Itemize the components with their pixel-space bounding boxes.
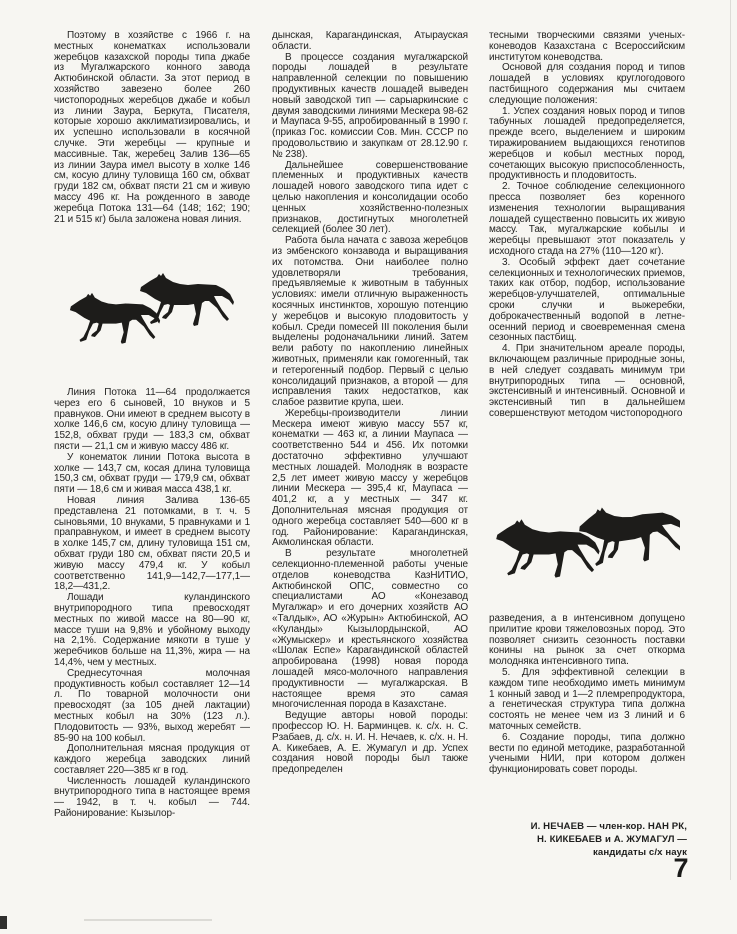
paragraph: 1. Успех создания новых пород и типов табунных лошадей предопределяется, прежде всего, выделением и широким тиражированием выдающихся генотипов жеребцов и кобыл местных пород, сочетающих высокую приспособленность, продуктивность и плодовитость. [489, 105, 685, 182]
author-byline [489, 820, 687, 859]
text-column-1-top [54, 31, 250, 261]
horses-illustration [492, 496, 680, 599]
byline-line: кандидаты с/х наук [593, 847, 687, 858]
scan-corner-mark [0, 916, 7, 929]
paragraph: У конематок линии Потока высота в холке — 143,7 см, косая длина туловища 150,3 см, обхват груди — 179,9 см, обхват пяти — 18,6 см и живая масса 438,1 кг. [54, 451, 250, 496]
paragraph: 4. При значительном ареале породы, включающем различные природные зоны, в ней следует создавать минимум три внутрипородных типа — основной, экстенсивный и интенсивный. Основной и экстенсивный тип в дальнейшем совершенствуют методом чистопородного [489, 343, 685, 419]
paragraph: 5. Для эффективной селекции в каждом типе необходимо иметь минимум 1 конный завод и 1—2 племрепродуктора, а генетическая структура типа должна состоять не менее чем из 3 линий и 6 маточных семейств. [489, 666, 685, 732]
paragraph: 6. Создание породы, типа должно вести по единой методике, разработанной учеными НИИ, при котором должен функционировать совет породы. [489, 731, 685, 776]
paragraph: В процессе создания мугалжарской породы лошадей в результате направленной селекции по повышению продуктивных качеств лошадей выведен новый заводской тип — сарыаркинские с двумя заводскими линиями Мескера 98-62 и Маупаса 9-55, апробированный в 1990 г. (приказ Гос. комиссии Сов. Мин. СССР по продовольствию и закупкам от 28.12.90 г. № 238). [272, 51, 468, 160]
paragraph: Численность лошадей куландинского внутрипородного типа в настоящее время — 1942, в т. ч. кобыл — 744. Районирование: Кызылор- [54, 775, 250, 820]
horses-illustration [66, 268, 241, 367]
paragraph: Среднесуточная молочная продуктивность кобыл составляет 12—14 л. По товарной молочности они превосходят (за 105 дней лактации) местных кобыл на 30% (123 л.). Плодовитость — 93%, выход жеребят — 85-90 на 100 кобыл. [54, 667, 250, 744]
paragraph: тесными творческими связями ученых-коневодов Казахстана с Всероссийским институтом коневодства. [489, 31, 685, 63]
page-number: 7 [673, 853, 689, 883]
paragraph: Жеребцы-производители линии Мескера имеют живую массу 557 кг, конематки — 463 кг, а линии Маупаса — соответственно 544 и 456. Их потомки достаточно эффективно улучшают местных лошадей. Молодняк в возрасте 2,5 лет имеет живую массу у жеребцов линии Мескера — 395,4 кг, Маупаса — 401,2 кг, а у местных — 347 кг. Дополнительная мясная продукция от одного жеребца составляет 540—600 кг в год. Районирование: Карагандинская, Акмолинская области. [272, 407, 468, 549]
paragraph: Поэтому в хозяйстве с 1966 г. на местных конематках использовали жеребцов казахской породы типа джабе из Мугалжарского конного завода Актюбинской области. За этот период в хозяйство завезено более 260 чистопородных жеребцов джабе и кобыл из линии Заура, Беркута, Писателя, которые хорошо акклиматизировались, и их успешно использовали в косячной случке. Эти жеребцы — крупные и массивные. Так, жеребец Залив 136—65 из линии Заура имел высоту в холке 146 см, косую длину туловища 160 см, обхват груди 182 см, обхват пясти 21 см и живую массу 496 кг. На рожденного в заводе жеребца Потока 131—64 (148; 162; 190; 21 и 515 кг) была заложена новая линия. [54, 31, 250, 225]
two-horses-image [66, 268, 241, 362]
two-horses-image [492, 496, 680, 594]
paragraph: дынская, Карагандинская, Атырауская области. [272, 31, 468, 52]
paragraph: разведения, а в интенсивном допущено прилитие крови тяжеловозных пород. Это позволяет снизить сезонность поставки конины на рынок за счет откорма молодняка интенсивного типа. [489, 614, 685, 668]
paragraph: Работа была начата с завоза жеребцов из эмбенского конзавода и выращивания их потомства. Они наиболее полно удовлетворяли требования, предъявляемые к животным в табунных условиях: имели отличную выраженность косячных инстинктов, хорошую потенцию у жеребцов и высокую плодовитость у кобыл. Среди помесей III поколения были выделены родоначальники линий. Затем вели работу по накоплению линейных животных, применяли как гомогенный, так и гетерогенный подбор. Первый с целью консолидаций признаков, а второй — для исправления таких недостатков, как слабое развитие крупа, шеи. [272, 235, 468, 409]
text-column-3-top [489, 31, 685, 493]
text-column-2 [272, 31, 468, 865]
paragraph: Дальнейшее совершенствование племенных и продуктивных качеств лошадей нового заводского типа идет с целью накопления и консолидации особо ценных хозяйственно-полезных признаков, достигнутых многолетней селекцией (более 30 лет). [272, 159, 468, 236]
text-column-3-bottom [489, 614, 685, 818]
paragraph: 2. Точное соблюдение селекционного пресса позволяет без коренного изменения технологии выращивания лошадей существенно повысить их живую массу. Так, мугалжарские кобылы и жеребцы превышают этот показатель у исходного стада на 27% (110—120 кг). [489, 181, 685, 257]
scan-smudge [84, 919, 212, 921]
paragraph: 3. Особый эффект дает сочетание селекционных и технологических приемов, таких как отбор, подбор, использование жеребцов-улучшателей, оптимальные сроки случки и выжеребки, доброкачественный водопой в летне-осенний период и своевременная смена сезонных пастбищ. [489, 256, 685, 344]
byline-line: Н. КИКЕБАЕВ и А. ЖУМАГУЛ — [537, 834, 687, 845]
text-column-1-bottom [54, 388, 250, 862]
paragraph: Основой для создания пород и типов лошадей в условиях круглогодового пастбищного содержания мы считаем следующие положения: [489, 62, 685, 106]
paragraph: Лошади куландинского внутрипородного типа превосходят местных по живой массе на 80—90 кг, массе туши на 9,8% и убойному выходу на 2,1%. Содержание мякоти в туше у жеребчиков больше на 11,3%, жира — на 14,4%, чем у местных. [54, 592, 250, 668]
paragraph: Дополнительная мясная продукция от каждого жеребца заводских линий составляет 220—385 кг в год. [54, 743, 250, 776]
byline-line: И. НЕЧАЕВ — член-кор. НАН РК, [530, 821, 687, 832]
paragraph: Ведущие авторы новой породы: профессор Ю. Н. Барминцев. к. с/х. н. С. Рзабаев, д. с/х. н. И. Н. Нечаев, к. с/х. н. Н. А. Кикебаев, А. Е. Жумагул и др. Успех создания новой породы был также предопределен [272, 710, 468, 776]
scan-edge-line [730, 0, 731, 880]
paragraph: В результате многолетней селекционно-племенной работы ученые отделов коневодства КазНИТИО, Актюбинской ОПС, совместно со специалистами АО «Конезавод Мугалжар» и его дочерних хозяйств АО «Талдык», АО «Журын» Актюбинской, АО «Куланды» Кызылордынской, АО «Жумыскер» и крестьянского хозяйства «Шолак Еспе» Карагандинской областей апробирована (1998) новая порода лошадей мясо-молочного направления продуктивности — мугалжарская. В настоящее время это самая многочисленная порода в Казахстане. [272, 548, 468, 711]
paragraph: Линия Потока 11—64 продолжается через его 6 сыновей, 10 внуков и 5 правнуков. Они имеют в среднем высоту в холке 146,6 см, косую длину туловища — 152,8, обхват груди — 183,3 см, обхват пясти — 21,1 см и живую массу 486 кг. [54, 388, 250, 452]
paragraph: Новая линия Залива 136-65 представлена 21 потомками, в т. ч. 5 сыновьями, 10 внуками, 5 правнуками и 1 праправнуком, и имеет в среднем высоту в холке 145,7 см, длину туловища 151 см, обхват груди 180 см, обхват пясти 20,5 и живую массу 479,4 кг. У кобыл соответственно 141,9—142,7—177,1—18,2—431,2. [54, 494, 250, 593]
